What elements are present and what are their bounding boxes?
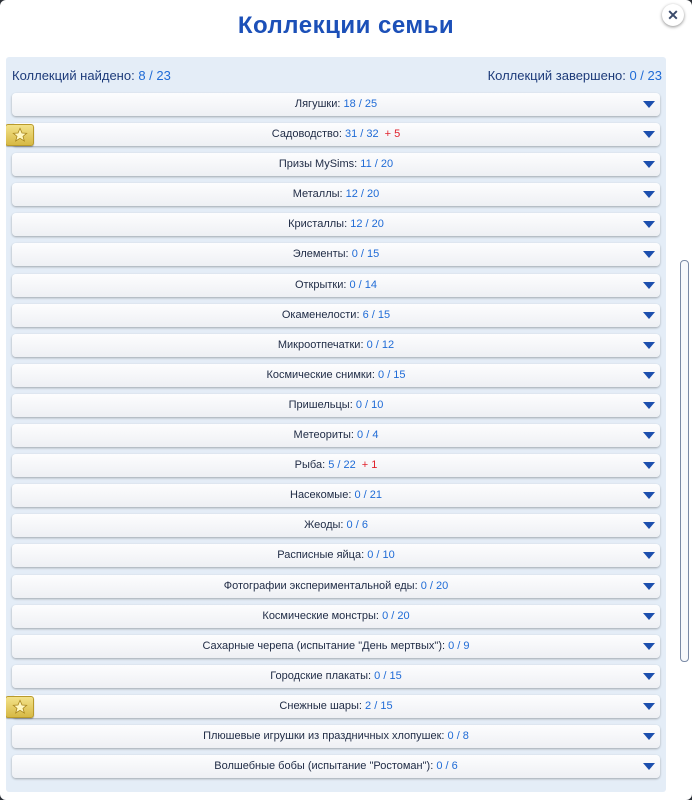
collection-row[interactable] — [12, 725, 660, 748]
collection-label — [12, 429, 660, 441]
collection-label — [12, 279, 660, 291]
chevron-down-icon[interactable] — [643, 372, 655, 379]
chevron-down-icon[interactable] — [643, 191, 655, 198]
collection-count: 0 / 4 — [357, 429, 379, 442]
collection-count: 12 / 20 — [350, 218, 384, 231]
collection-name: Кристаллы: — [288, 218, 348, 231]
collection-name: Волшебные бобы (испытание "Ростоман"): — [214, 760, 434, 773]
collections-completed-value: 0 / 23 — [629, 68, 662, 83]
collection-name: Рыба: — [294, 459, 326, 472]
collection-name: Открытки: — [294, 278, 347, 291]
collection-count: 2 / 15 — [365, 699, 393, 712]
collection-name: Насекомые: — [290, 489, 352, 502]
scrollbar-thumb[interactable] — [680, 260, 689, 662]
collection-count: 6 / 15 — [362, 308, 391, 321]
chevron-down-icon[interactable] — [643, 673, 655, 680]
collection-label — [12, 309, 660, 321]
collection-list — [12, 93, 660, 785]
chevron-down-icon[interactable] — [643, 522, 655, 529]
collection-name: Городские плакаты: — [270, 669, 372, 682]
chevron-down-icon[interactable] — [643, 492, 655, 499]
collection-label — [12, 610, 660, 622]
close-icon: ✕ — [667, 6, 679, 23]
chevron-down-icon[interactable] — [643, 643, 655, 650]
collection-name: Микроотпечатки: — [277, 338, 364, 351]
chevron-down-icon[interactable] — [643, 552, 655, 559]
collection-label — [12, 339, 660, 351]
chevron-down-icon[interactable] — [643, 613, 655, 620]
collection-name: Расписные яйца: — [277, 549, 365, 562]
collection-count: 0 / 14 — [349, 278, 378, 291]
collection-count: 0 / 15 — [378, 368, 406, 381]
collection-label — [12, 369, 660, 381]
stats-bar — [6, 57, 666, 91]
collections-found — [12, 68, 171, 83]
collection-name: Призы MySims: — [278, 158, 358, 171]
collection-row[interactable] — [12, 514, 660, 537]
chevron-down-icon[interactable] — [643, 763, 655, 770]
collection-count: 0 / 12 — [366, 338, 395, 351]
collection-row[interactable] — [12, 484, 660, 507]
collection-label — [12, 158, 660, 170]
collection-row[interactable] — [12, 454, 660, 477]
collections-completed-label: Коллекций завершено: — [487, 68, 626, 83]
collection-name: Плюшевые игрушки из праздничных хлопушек: — [203, 729, 445, 742]
chevron-down-icon[interactable] — [643, 312, 655, 319]
collection-name: Фотографии экспериментальной еды: — [223, 579, 418, 592]
collection-label — [12, 730, 660, 742]
collection-row[interactable] — [12, 755, 660, 778]
collection-count: 0 / 15 — [374, 669, 402, 682]
collection-name: Элементы: — [292, 248, 349, 261]
collection-label — [12, 459, 660, 471]
chevron-down-icon[interactable] — [643, 703, 655, 710]
collection-row[interactable] — [12, 123, 660, 146]
collection-row[interactable] — [12, 544, 660, 567]
collection-name: Снежные шары: — [279, 699, 362, 712]
chevron-down-icon[interactable] — [643, 462, 655, 469]
collection-row[interactable] — [12, 635, 660, 658]
collection-name: Космические снимки: — [266, 368, 375, 381]
chevron-down-icon[interactable] — [643, 251, 655, 258]
collection-count: 0 / 21 — [354, 489, 382, 502]
collection-count: 0 / 8 — [447, 729, 469, 742]
collection-bonus: + 5 — [384, 128, 401, 141]
collection-count: 31 / 32 — [344, 128, 379, 141]
collection-count: 0 / 10 — [355, 398, 384, 411]
collection-name: Космические монстры: — [262, 609, 379, 622]
collection-label — [12, 640, 660, 652]
chevron-down-icon[interactable] — [643, 221, 655, 228]
collection-name: Метеориты: — [293, 429, 354, 442]
collection-label — [12, 248, 660, 260]
collection-count: 0 / 20 — [382, 609, 410, 622]
chevron-down-icon[interactable] — [643, 733, 655, 740]
collection-count: 18 / 25 — [343, 98, 378, 110]
chevron-down-icon[interactable] — [643, 161, 655, 168]
collection-label — [12, 188, 660, 200]
collection-count: 12 / 20 — [345, 188, 380, 201]
collection-count: 0 / 6 — [436, 760, 458, 773]
collection-name: Металлы: — [292, 188, 343, 201]
collection-name: Жеоды: — [304, 519, 344, 532]
collection-label — [12, 700, 660, 712]
collection-label — [12, 128, 660, 140]
chevron-down-icon[interactable] — [643, 432, 655, 439]
scrollbar[interactable] — [678, 57, 690, 792]
collections-found-label: Коллекций найдено: — [12, 68, 135, 83]
collection-row[interactable] — [12, 575, 660, 598]
collection-row[interactable] — [12, 183, 660, 206]
collection-bonus: + 1 — [361, 459, 378, 472]
chevron-down-icon[interactable] — [643, 342, 655, 349]
collection-count: 0 / 15 — [351, 248, 380, 261]
collection-label — [12, 218, 660, 230]
collection-row[interactable] — [12, 424, 660, 447]
collection-count: 0 / 6 — [346, 519, 368, 532]
chevron-down-icon[interactable] — [643, 402, 655, 409]
collection-name: Сахарные черепа (испытание "День мертвых"): — [202, 639, 446, 652]
collection-row[interactable] — [12, 274, 660, 297]
collections-found-value: 8 / 23 — [138, 68, 171, 83]
collection-name: Садоводство: — [271, 128, 342, 141]
collection-row[interactable] — [12, 304, 660, 327]
collection-name: Пришельцы: — [288, 398, 353, 411]
collection-row[interactable] — [12, 213, 660, 236]
collection-label — [12, 549, 660, 561]
collection-count: 0 / 10 — [367, 549, 395, 562]
collection-name: Окаменелости: — [281, 308, 360, 321]
collection-label — [12, 670, 660, 682]
collection-row[interactable] — [12, 665, 660, 688]
collection-row[interactable] — [12, 243, 660, 266]
collection-count: 0 / 20 — [420, 579, 449, 592]
collection-row[interactable] — [12, 394, 660, 417]
collections-panel — [6, 57, 666, 792]
chevron-down-icon[interactable] — [643, 131, 655, 138]
collection-count: 0 / 9 — [448, 639, 470, 652]
collection-row[interactable] — [12, 93, 660, 116]
collection-label — [12, 98, 660, 110]
collection-row[interactable] — [12, 153, 660, 176]
collection-row[interactable] — [12, 334, 660, 357]
collection-row[interactable] — [12, 695, 660, 718]
dialog-title: Коллекции семьи — [237, 12, 455, 39]
chevron-down-icon[interactable] — [643, 282, 655, 289]
collection-row[interactable] — [12, 605, 660, 628]
collections-completed — [488, 68, 662, 83]
close-button[interactable] — [662, 4, 684, 26]
chevron-down-icon[interactable] — [643, 583, 655, 590]
collection-name: Лягушки: — [294, 98, 341, 110]
collection-label — [12, 580, 660, 592]
collection-label — [12, 489, 660, 501]
collection-label — [12, 519, 660, 531]
collection-count: 5 / 22 — [328, 459, 356, 472]
collection-label — [12, 399, 660, 411]
collection-row[interactable] — [12, 364, 660, 387]
collection-count: 11 / 20 — [360, 158, 394, 171]
collection-label — [12, 760, 660, 772]
chevron-down-icon[interactable] — [643, 101, 655, 108]
